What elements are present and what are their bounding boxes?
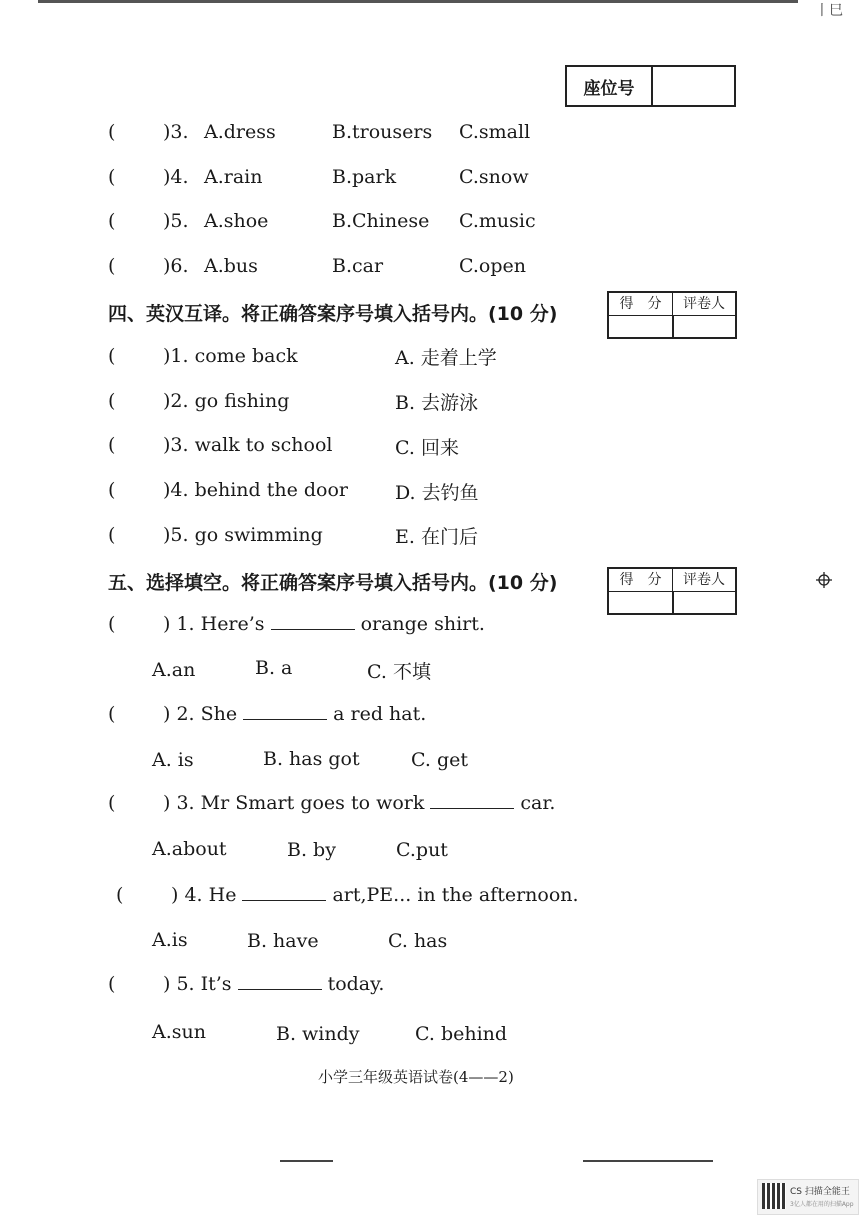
section-heading-part4: 四、英汉互译。将正确答案序号填入括号内。(10 分) — [108, 303, 558, 325]
corner-mark: 丨巳 — [815, 3, 843, 19]
answer-paren[interactable]: ( — [108, 345, 116, 367]
answer-paren[interactable]: ( — [108, 210, 116, 232]
question-tail: orange shirt. — [360, 613, 485, 635]
chinese-option: C. 回来 — [395, 437, 459, 459]
option-c: C. has — [388, 930, 448, 952]
fill-blank[interactable] — [238, 988, 322, 990]
question-stem: ) 1. Here’s — [163, 613, 265, 635]
answer-paren[interactable]: ( — [108, 524, 116, 546]
answer-paren[interactable]: ( — [108, 479, 116, 501]
scanner-watermark — [757, 1179, 859, 1215]
seat-number-box — [565, 65, 736, 107]
score-divider — [672, 315, 674, 337]
english-phrase: )3. walk to school — [163, 434, 333, 456]
item-number: )6. — [163, 255, 189, 277]
question-stem: ) 3. Mr Smart goes to work — [163, 792, 425, 814]
score-label: 得 分 — [609, 293, 673, 316]
score-label: 得 分 — [609, 569, 673, 592]
question-text — [163, 703, 426, 725]
option-b: B.car — [332, 255, 384, 277]
option-a: A.about — [152, 838, 227, 860]
answer-paren[interactable]: ( — [108, 613, 116, 635]
chinese-option: E. 在门后 — [395, 526, 478, 548]
option-c: C.put — [396, 839, 448, 861]
option-a: A.dress — [204, 121, 276, 143]
option-a: A.sun — [152, 1021, 206, 1043]
grader-label: 评卷人 — [673, 293, 735, 316]
option-c: C.snow — [459, 166, 529, 188]
question-stem: ) 4. He — [171, 884, 237, 906]
section-heading-part5: 五、选择填空。将正确答案序号填入括号内。(10 分) — [108, 572, 558, 594]
qr-code-icon — [762, 1183, 786, 1209]
english-phrase: )2. go fishing — [163, 390, 290, 412]
answer-paren[interactable]: ( — [108, 792, 116, 814]
english-phrase: )1. come back — [163, 345, 298, 367]
fill-blank[interactable] — [243, 718, 327, 720]
option-a: A.bus — [204, 255, 258, 277]
option-b: B.trousers — [332, 121, 433, 143]
question-text — [163, 613, 485, 635]
option-c: C. 不填 — [367, 661, 431, 683]
option-a: A.is — [152, 929, 188, 951]
option-b: B.Chinese — [332, 210, 430, 232]
answer-paren[interactable]: ( — [108, 390, 116, 412]
score-box — [607, 567, 737, 615]
scanner-brand: CS 扫描全能王 — [790, 1187, 850, 1197]
option-b: B. a — [255, 657, 293, 679]
option-a: A.an — [152, 659, 196, 681]
score-divider — [672, 591, 674, 613]
answer-paren[interactable]: ( — [108, 434, 116, 456]
option-c: C.open — [459, 255, 526, 277]
fill-blank[interactable] — [242, 899, 326, 901]
option-b: B. have — [247, 930, 319, 952]
question-stem: ) 2. She — [163, 703, 238, 725]
seat-number-label: 座位号 — [567, 67, 653, 105]
question-text — [171, 884, 579, 906]
question-tail: art,PE... in the afternoon. — [332, 884, 579, 906]
fill-blank[interactable] — [271, 628, 355, 630]
option-b: B.park — [332, 166, 397, 188]
answer-paren[interactable]: ( — [108, 166, 116, 188]
question-tail: car. — [520, 792, 556, 814]
answer-paren[interactable]: ( — [108, 255, 116, 277]
bottom-rule-right — [583, 1160, 713, 1162]
item-number: )5. — [163, 210, 189, 232]
top-border-line — [38, 0, 798, 3]
score-box — [607, 291, 737, 339]
registration-mark-icon — [816, 572, 832, 588]
grader-label: 评卷人 — [673, 569, 735, 592]
fill-blank[interactable] — [430, 807, 514, 809]
english-phrase: )4. behind the door — [163, 479, 349, 501]
option-b: B. has got — [263, 748, 360, 770]
page-footer: 小学三年级英语试卷(4——2) — [318, 1068, 514, 1086]
bottom-rule-left — [280, 1160, 333, 1162]
option-c: C. get — [411, 749, 468, 771]
chinese-option: B. 去游泳 — [395, 392, 479, 414]
option-c: C. behind — [415, 1023, 508, 1045]
question-text — [163, 792, 555, 814]
scanner-tagline: 3亿人都在用的扫描App — [790, 1201, 854, 1208]
question-tail: today. — [327, 973, 385, 995]
item-number: )3. — [163, 121, 189, 143]
answer-paren[interactable]: ( — [108, 973, 116, 995]
option-a: A. is — [152, 749, 194, 771]
option-b: B. by — [287, 839, 336, 861]
question-tail: a red hat. — [333, 703, 427, 725]
chinese-option: A. 走着上学 — [395, 347, 497, 369]
option-b: B. windy — [276, 1023, 360, 1045]
english-phrase: )5. go swimming — [163, 524, 323, 546]
option-a: A.rain — [204, 166, 263, 188]
question-stem: ) 5. It’s — [163, 973, 232, 995]
answer-paren[interactable]: ( — [108, 703, 116, 725]
question-text — [163, 973, 384, 995]
option-c: C.music — [459, 210, 536, 232]
option-c: C.small — [459, 121, 531, 143]
answer-paren[interactable]: ( — [116, 884, 124, 906]
item-number: )4. — [163, 166, 189, 188]
option-a: A.shoe — [204, 210, 269, 232]
answer-paren[interactable]: ( — [108, 121, 116, 143]
chinese-option: D. 去钓鱼 — [395, 482, 479, 504]
